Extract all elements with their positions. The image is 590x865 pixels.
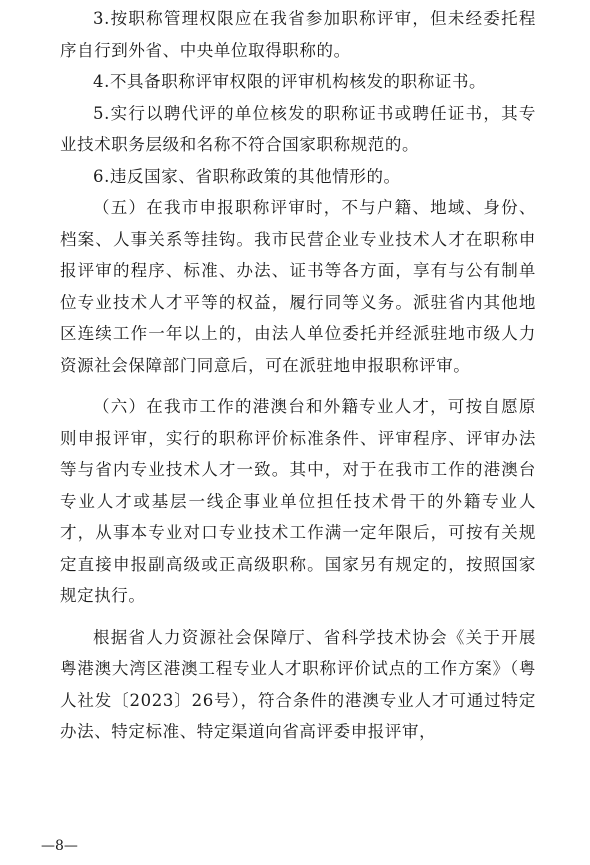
paragraph-basis: 根据省人力资源社会保障厅、省科学技术协会《关于开展粤港澳大湾区港澳工程专业人才职称评价试点的工作方案》（粤人社发〔2023〕26号），符合条件的港澳专业人才可通过特定办法、特定标准、特定渠道向省高评委申报评审， [60, 627, 536, 741]
paragraph-item-6: 6.违反国家、省职称政策的其他情形的。 [93, 166, 401, 186]
paragraph-section-6: （六）在我市工作的港澳台和外籍专业人才，可按自愿原则申报评审，实行的职称评价标准条件、评审程序、评审办法等与省内专业技术人才一致。其中，对于在我市工作的港澳台专业人才或基层一线企事业单位担任技术骨干的外籍专业人才，从事本专业对口专业技术工作满一定年限后，可按有关规定直接申报副高级或正高级职称。国家另有规定的，按照国家规定执行。 [60, 397, 536, 605]
paragraph-item-5: 5.实行以聘代评的单位核发的职称证书或聘任证书，其专业技术职务层级和名称不符合国家职称规范的。 [60, 103, 536, 154]
paragraph-item-3: 3.按职称管理权限应在我省参加职称评审，但未经委托程序自行到外省、中央单位取得职称的。 [60, 9, 536, 60]
document-body [60, 3, 536, 748]
paragraph-item-4: 4.不具备职称评审权限的评审机构核发的职称证书。 [93, 72, 487, 91]
page-number: —8— [41, 838, 78, 854]
paragraph-section-5: （五）在我市申报职称评审时，不与户籍、地域、身份、档案、人事关系等挂钩。我市民营企业专业技术人才在职称申报评审的程序、标准、办法、证书等各方面，享有与公有制单位专业技术人才平等的权益，履行同等义务。派驻省内其他地区连续工作一年以上的，由法人单位委托并经派驻地市级人力资源社会保障部门同意后，可在派驻地申报职称评审。 [60, 198, 536, 375]
